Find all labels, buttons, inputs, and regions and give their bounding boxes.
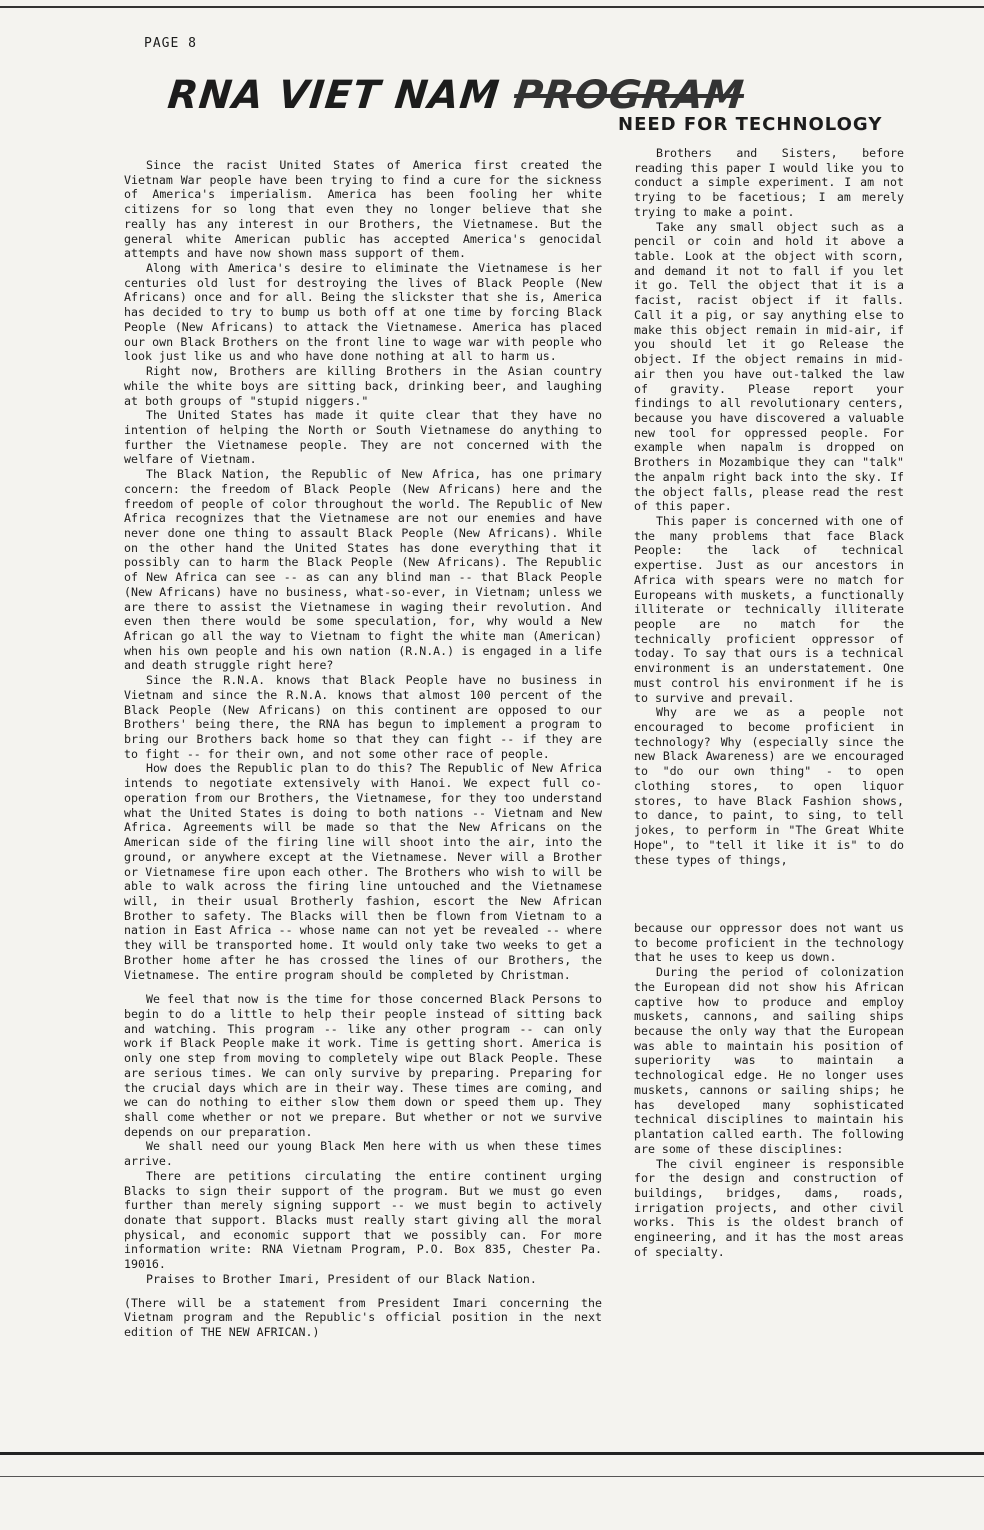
left-paragraph: How does the Republic plan to do this? The Republic of New Africa intends to negotiate extensively with Hanoi. We expect full co-operation from our Brothers, the Vietnamese, for they too understand what the United States is doing to both nations -- Vietnam and New Africa. Agreements will be made so that the New Africans on the American side of the firing line will shoot into the air, into the ground, or anywhere except at the Vietnamese. Never will a Brother or Vietnamese fire upon each other. The Brothers who wish to will be able to walk across the firing line untouched and the Vietnamese will, in their usual Brotherly fashion, escort the New African Brother to safety. The Blacks will then be flown from Vietnam to a nation in East Africa -- whose name can not yet be revealed -- where they will be transported home. It would only take two weeks to get a Brother home after he has crossed the lines of our Brothers, the Vietnamese. The entire program should be completed by Christman. [124,761,602,982]
right-paragraph: This paper is concerned with one of the many problems that face Black People: the lack of technical expertise. Just as our ancestors in Africa with spears were no match for Europeans with muskets, a functionally illiterate or technically illiterate people are no match for the technically proficient oppressor of today. To say that ours is a technical environment is an understatement. One must control his environment if he is to survive and prevail. [634,513,904,705]
bottom-rule-thin [0,1476,984,1477]
article-subhead: NEED FOR TECHNOLOGY [618,114,883,135]
left-paragraph: Praises to Brother Imari, President of our Black Nation. [146,1271,537,1286]
bottom-rule [0,1452,984,1455]
right-article-column-top [634,146,904,867]
left-paragraph: We shall need our young Black Men here with us when these times arrive. [124,1139,602,1169]
right-paragraph: Brothers and Sisters, before reading this paper I would like you to conduct a simple experiment. I am not trying to be facetious; I am merely trying to make a point. [634,146,904,219]
editors-note: (There will be a statement from President Imari concerning the Vietnam program and the Republic's official position in the next edition of THE NEW AFRICAN.) [124,1295,602,1340]
right-paragraph: During the period of colonization the European did not show his African captive how to produce and employ muskets, cannons, and sailing ships because the only way that the European was able to maintain his position of superiority was to maintain a technological edge. He no longer uses muskets, cannons or sailing ships; he has developed many sophisticated technical disciplines to maintain his plantation called earth. The following are some of these disciplines: [634,965,904,1156]
article-headline [165,73,747,118]
right-paragraph: The civil engineer is responsible for the design and construction of buildings, bridges, dams, roads, irrigation projects, and other civil works. This is the oldest branch of engineering, and it has the most areas of specialty. [634,1156,904,1259]
headline-part-a: RNA VIET NAM [165,73,502,118]
left-paragraph: There are petitions circulating the entire continent urging Blacks to sign their support of the program. But we must go even further than merely signing support -- we must begin to actively donate that support. Blacks must really start giving all the moral physical, and economic support that we possibly can. For more information write: RNA Vietnam Program, P.O. Box 835, Chester Pa. 19016. [124,1168,602,1272]
right-paragraph: because our oppressor does not want us to become proficient in the technology that he uses to keep us down. [634,921,904,965]
left-paragraph: The Black Nation, the Republic of New Africa, has one primary concern: the freedom of Black People (New Africans) here and the freedom of people of color throughout the world. The Republic of New Africa recognizes that the Vietnamese are not our enemies and have never done one thing to assault Black People (New Africans). While on the other hand the United States has done everything that it possibly can to harm the Black People (New Africans). The Republic of New Africa can see -- as can any blind man -- that Black People (New Africans) have no business, what-so-ever, in Vietnam; unless we are there to assist the Vietnamese in waging their revolution. And even then there would be some speculation, for, why would a New African go all the way to Vietnam to fight the white man (American) when his own people and his own nation (R.N.A.) is engaged in a life and death struggle right here? [124,467,602,673]
right-paragraph: Take any small object such as a pencil or coin and hold it above a table. Look at the object with scorn, and demand it not to fall if you let it go. Tell the object that it is a facist, racist object if it falls. Call it a pig, or say anything else to make this object remain in mid-air, if you should let it go Release the object. If the object remains in mid-air then you have out-talked the law of gravity. Please report your findings to all revolutionary centers, because you have discovered a valuable new tool for oppressed people. For example when napalm is dropped on Brothers in Mozambique they can "talk" the anpalm right back into the sky. If the object falls, please read the rest of this paper. [634,219,904,514]
right-article-column-bottom [634,921,904,1260]
left-paragraph: Along with America's desire to eliminate the Vietnamese is her centuries old lust for destroying the lives of Black People (New Africans) once and for all. Being the slickster that she is, America has decided to try to bump us both off at one time by forcing Black People (New Africans) to attack the Vietnamese. America has placed our own Black Brothers on the front line to wage war with people who look just like us and who have done nothing at all to harm us. [124,261,602,364]
left-paragraph: We feel that now is the time for those concerned Black Persons to begin to do a little to help their people instead of sitting back and watching. This program -- like any other program -- can only work if Black People make it work. Time is getting short. America is only one step from moving to completely wipe out Black People. These are serious times. We can only survive by preparing. Preparing for the crucial days which are in their way. These times are coming, and we can do nothing to either slow them down or speed them up. They shall come whether or not we prepare. But whether or not we survive depends on our preparation. [124,992,602,1139]
right-paragraph: Why are we as a people not encouraged to become proficient in technology? Why (especially since the new Black Awareness) are we encouraged to "do our own thing" - to open clothing stores, to open liquor stores, to have Black Fashion shows, to dance, to paint, to sing, to tell jokes, to perform in "The Great White Hope", to "tell it like it is" to do these types of things, [634,705,904,867]
headline-part-b: PROGRAM [511,73,747,118]
left-paragraph: Since the R.N.A. knows that Black People have no business in Vietnam and since the R.N.A. knows that almost 100 percent of the Black People (New Africans) on this continent are opposed to our Brothers' being there, the RNA has begun to implement a program to bring our Brothers back home so that they can fight -- if they are to fight -- for their own, and not some other race of people. [124,673,602,761]
page-number: PAGE 8 [144,36,197,51]
left-paragraph: Since the racist United States of America first created the Vietnam War people have been trying to find a cure for the sickness of America's imperialism. America has been fooling her white citizens for so long that even they no longer believe that she really has any interest in our Brothers, the Vietnamese. But the general white American public has accepted America's genocidal attempts and have now shown mass support of them. [124,158,602,261]
left-paragraph: The United States has made it quite clear that they have no intention of helping the North or South Vietnamese do anything to further the Vietnamese people. They are not concerned with the welfare of Vietnam. [124,408,602,467]
left-paragraph: Right now, Brothers are killing Brothers in the Asian country while the white boys are sitting back, drinking beer, and laughing at both groups of "stupid niggers." [124,364,602,408]
left-article-column [124,158,602,1340]
top-rule [0,6,984,8]
